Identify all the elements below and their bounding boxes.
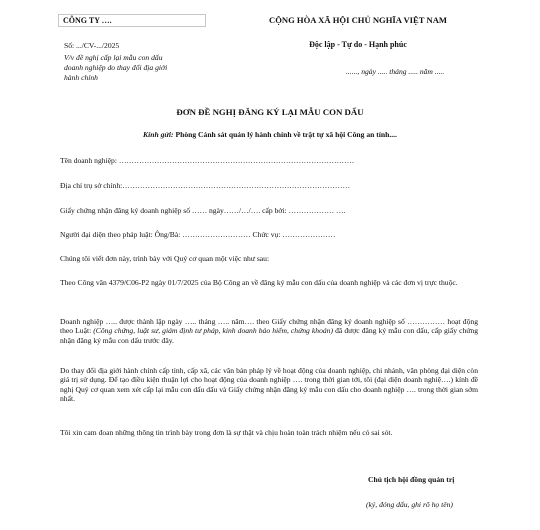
recipient-label: Kính gửi:: [143, 130, 174, 139]
document-number: Số: .../CV-.../2025: [64, 41, 120, 50]
paragraph-2-italic: (Công chứng, luật sư, giám định tư pháp, kinh doanh bảo hiểm, chứng khoán): [93, 326, 333, 336]
recipient-text: Phòng Cảnh sát quản lý hành chính về trật tự xã hội Công an tỉnh....: [175, 130, 397, 139]
national-title: CỘNG HÒA XÃ HỘI CHỦ NGHĨA VIỆT NAM: [268, 15, 448, 25]
field-representative: Người đại diện theo pháp luật: Ông/Bà: ……………………… Chức vụ: …………………: [60, 230, 336, 239]
paragraph-4: Tôi xin cam đoan những thông tin trình bày trong đơn là sự thật và chịu hoàn toàn trách nhiệm nếu có sai sót.: [60, 428, 393, 437]
field-certificate: Giấy chứng nhận đăng ký doanh nghiệp số …… ngày……/…/…. cấp bởi: ……………… ….: [60, 206, 346, 215]
field-address: Địa chỉ trụ sở chính:………………………………………………………………………………: [60, 181, 351, 190]
company-name-box: CÔNG TY ….: [58, 14, 206, 27]
national-motto: Độc lập - Tự do - Hạnh phúc: [309, 40, 407, 49]
recipient-line: [0, 130, 540, 139]
subject-line-2: doanh nghiệp do thay đổi địa giới: [64, 63, 168, 72]
paragraph-2-tail: đã được đăng ký mẫu con dấu, cấp giấy chứng nhận đăng ký mẫu con dấu trước đây.: [60, 326, 478, 345]
signature-title: Chủ tịch hội đồng quản trị: [368, 475, 455, 484]
intro-text: Chúng tôi viết đơn này, trình bày với Quý cơ quan một việc như sau:: [60, 254, 270, 263]
subject-line-3: hành chính: [64, 73, 98, 82]
field-company-name: Tên doanh nghiệp: …………………………………………………………………………………: [60, 156, 355, 165]
signature-note: (ký, đóng dấu, ghi rõ họ tên): [366, 500, 453, 509]
paragraph-1: Theo Công văn 4379/C06-P2 ngày 01/7/2025 của Bộ Công an về đăng ký mẫu con dấu của doanh nghiệp và các đơn vị trực thuộc.: [60, 278, 458, 287]
paragraph-2-lead: Doanh nghiệp ….. được thành lập ngày ….. tháng ….. năm…. theo Giấy chứng nhận đăng ký doanh nghiệp số …………… hoạt động theo Luật:: [60, 317, 478, 336]
paragraph-3: Do thay đổi địa giới hành chính cấp tỉnh, cấp xã, các văn bản pháp lý về hoạt động của doanh nghiệp, chi nhánh, văn phòng đại diện còn giá trị sử dụng. Để tạo điều kiện thuận lợi cho hoạt động của doanh nghiệp …. trong thời gian tới, tôi (đại diện doanh nghiệ….) kính đề nghị Quý cơ quan xem xét cấp lại mẫu con dấu dấu và Giấy chứng nhận đăng ký mẫu con dấu cho doanh nghiệp …. trong thời gian sớm nhất.: [60, 366, 478, 404]
date-line: ......, ngày ..... tháng ..... năm .....: [346, 67, 445, 76]
paragraph-2: [60, 317, 478, 345]
document-title: ĐƠN ĐỀ NGHỊ ĐĂNG KÝ LẠI MẪU CON DẤU: [176, 107, 364, 117]
subject-line-1: V/v đề nghị cấp lại mẫu con dấu: [64, 53, 163, 62]
